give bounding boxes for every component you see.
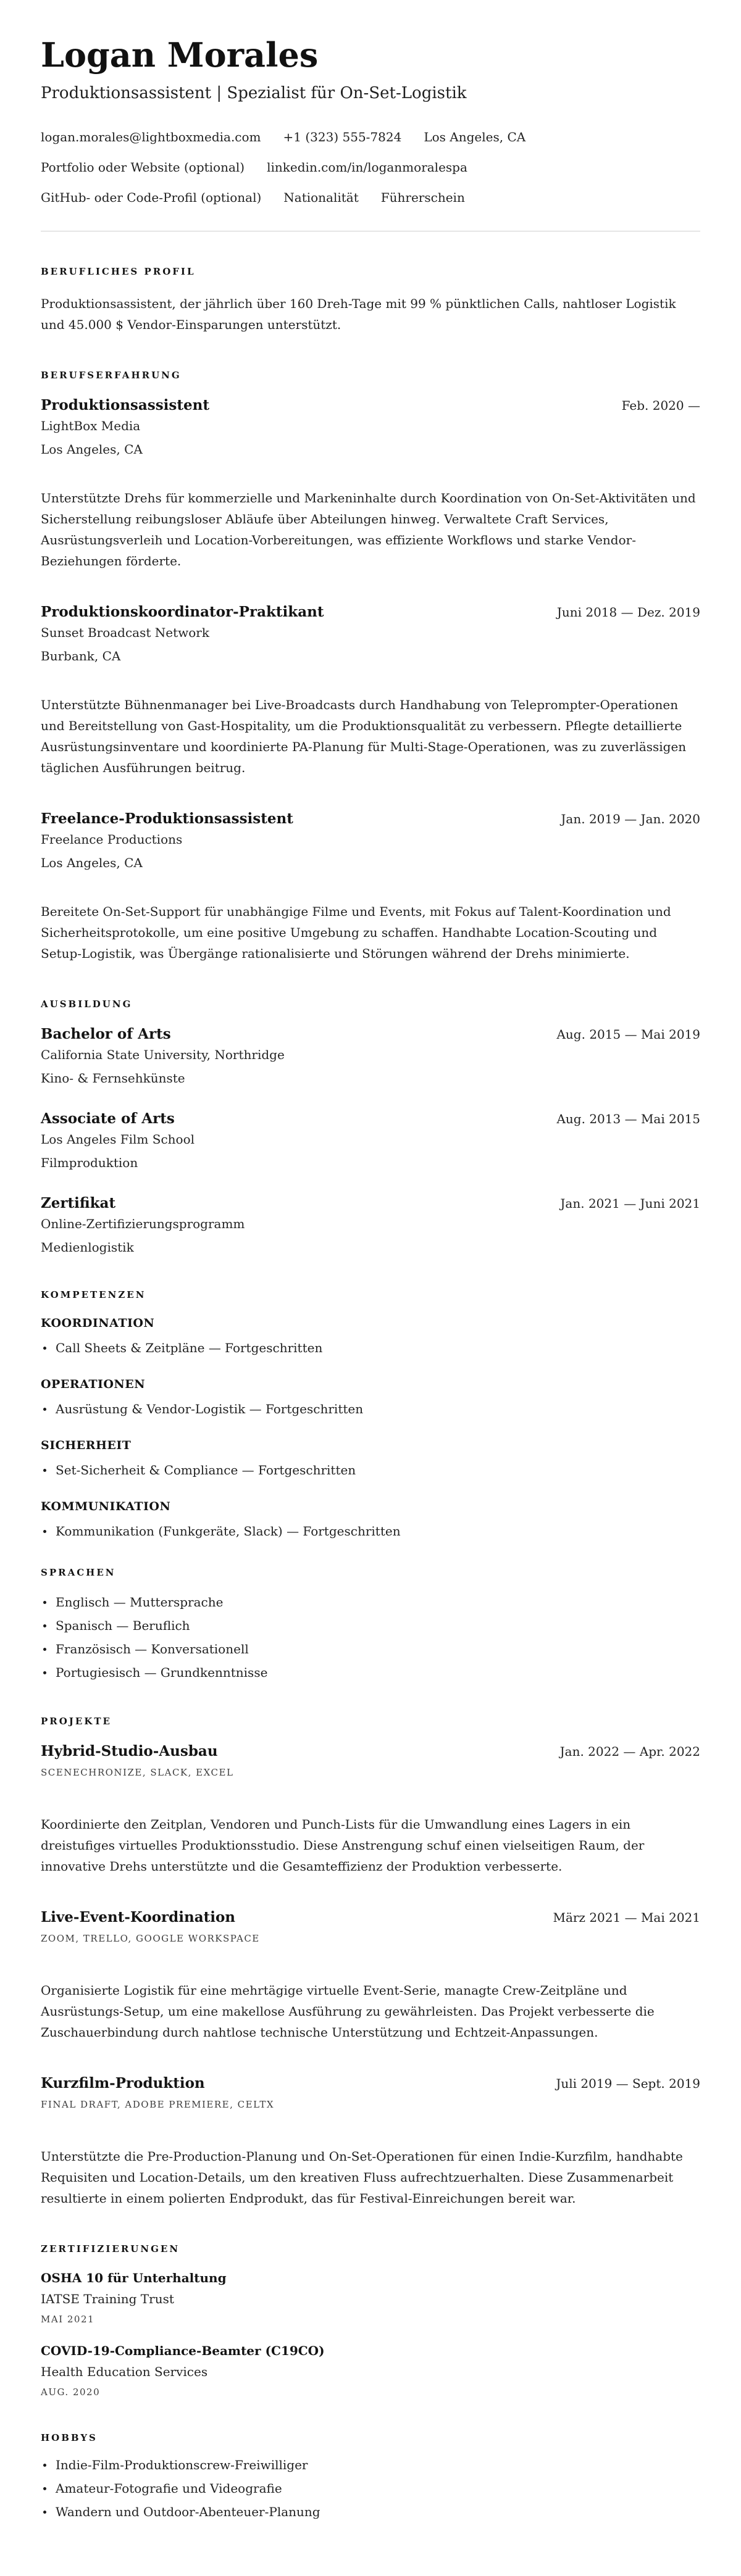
bullet-icon bbox=[43, 2464, 46, 2467]
phone-text: +1 (323) 555-7824 bbox=[283, 130, 402, 145]
project-title: Live-Event-Koordination bbox=[41, 1909, 236, 1926]
job-entry bbox=[41, 604, 700, 778]
bullet-icon bbox=[43, 2511, 46, 2514]
job-dates: Juni 2018 — Dez. 2019 bbox=[556, 605, 700, 620]
bullet-icon bbox=[43, 1601, 46, 1604]
portfolio-placeholder-text: Portfolio oder Website (optional) bbox=[41, 160, 245, 175]
experience-heading: BERUFSERFAHRUNG bbox=[41, 370, 182, 381]
skill-category bbox=[41, 1377, 700, 1418]
skill-category bbox=[41, 1439, 700, 1479]
job-description: Unterstützte Drehs für kommerzielle und Markeninhalte durch Koordination von On-Set-Aktivitäten und Sicherstellung reibungsloser Abläufe über Abteilungen hinweg. Verwaltete Craft Services, Ausrüstungsverleih und Location-Vorbereitungen, was effiziente Workflows und starke Vendor-Beziehungen förderte. bbox=[41, 491, 696, 569]
candidate-headline: Produktionsassistent | Spezialist für On-Set-Logistik bbox=[41, 84, 467, 103]
languages-heading: SPRACHEN bbox=[41, 1567, 116, 1579]
project-dates: Juli 2019 — Sept. 2019 bbox=[556, 2076, 700, 2092]
school-name: California State University, Northridge bbox=[41, 1047, 285, 1063]
contact-row-2 bbox=[41, 159, 700, 176]
hobby-item: Wandern und Outdoor-Abenteuer-Planung bbox=[41, 2504, 700, 2520]
project-dates: Jan. 2022 — Apr. 2022 bbox=[559, 1744, 700, 1760]
language-item: Portugiesisch — Grundkenntnisse bbox=[41, 1664, 700, 1681]
section-projects bbox=[41, 1716, 700, 2209]
job-description: Bereitete On-Set-Support für unabhängige Filme und Events, mit Fokus auf Talent-Koordination und Sicherheitsprotokolle, um eine positive Umgebung zu schaffen. Handhabte Location-Scouting und Setup-Logistik, was Übergänge rationalisierte und Störungen während der Drehs minimierte. bbox=[41, 904, 671, 962]
project-dates: März 2021 — Mai 2021 bbox=[553, 1910, 700, 1926]
certification-entry bbox=[41, 2271, 700, 2325]
certification-title: COVID-19-Compliance-Beamter (C19CO) bbox=[41, 2343, 325, 2359]
hobby-item: Indie-Film-Produktionscrew-Freiwilliger bbox=[41, 2457, 700, 2474]
education-entry bbox=[41, 1195, 700, 1255]
bullet-icon bbox=[43, 1624, 46, 1627]
certification-issuer: Health Education Services bbox=[41, 2364, 208, 2380]
hobby-item: Amateur-Fotografie und Videografie bbox=[41, 2480, 700, 2497]
job-location: Los Angeles, CA bbox=[41, 855, 143, 871]
project-entry bbox=[41, 1743, 700, 1877]
education-dates: Aug. 2015 — Mai 2019 bbox=[556, 1027, 700, 1042]
nationality-label: Nationalität bbox=[283, 190, 359, 206]
field-of-study: Medienlogistik bbox=[41, 1240, 134, 1255]
section-hobbies bbox=[41, 2432, 700, 2520]
project-description: Koordinierte den Zeitplan, Vendoren und Punch-Lists für die Umwandlung eines Lagers in ein dreistufiges virtuelles Produktionsstudio. Diese Anstrengung schuf einen vielseitigen Raum, der innovative Drehs unterstützte und die Gesamteffizienz der Produktion verbesserte. bbox=[41, 1817, 645, 1874]
job-company: Sunset Broadcast Network bbox=[41, 625, 209, 641]
section-experience bbox=[41, 370, 700, 964]
education-heading: AUSBILDUNG bbox=[41, 999, 133, 1010]
degree-title: Zertifikat bbox=[41, 1195, 116, 1212]
section-profile bbox=[41, 266, 700, 335]
linkedin-text: linkedin.com/in/loganmoralespa bbox=[267, 160, 467, 175]
education-dates: Jan. 2021 — Juni 2021 bbox=[560, 1196, 700, 1211]
skills-heading: KOMPETENZEN bbox=[41, 1289, 146, 1301]
bullet-icon bbox=[43, 1671, 46, 1674]
language-item: Englisch — Muttersprache bbox=[41, 1594, 700, 1611]
skill-category bbox=[41, 1316, 700, 1357]
profile-heading: BERUFLICHES PROFIL bbox=[41, 266, 196, 278]
skill-category-title: KOORDINATION bbox=[41, 1316, 155, 1331]
job-entry bbox=[41, 810, 700, 964]
job-title: Produktionskoordinator-Praktikant bbox=[41, 604, 324, 621]
project-entry bbox=[41, 2075, 700, 2209]
degree-title: Bachelor of Arts bbox=[41, 1026, 171, 1043]
job-entry bbox=[41, 397, 700, 571]
language-item: Spanisch — Beruflich bbox=[41, 1618, 700, 1634]
skill-item: Kommunikation (Funkgeräte, Slack) — Fortgeschritten bbox=[41, 1523, 700, 1540]
contact-row-3 bbox=[41, 189, 700, 206]
education-entry bbox=[41, 1110, 700, 1170]
job-location: Burbank, CA bbox=[41, 649, 121, 664]
project-tools: ZOOM, TRELLO, GOOGLE WORKSPACE bbox=[41, 1933, 260, 1945]
field-of-study: Kino- & Fernsehkünste bbox=[41, 1071, 185, 1086]
certification-date: MAI 2021 bbox=[41, 2314, 95, 2325]
certification-title: OSHA 10 für Unterhaltung bbox=[41, 2271, 227, 2286]
drivers-license-label: Führerschein bbox=[380, 190, 465, 206]
education-dates: Aug. 2013 — Mai 2015 bbox=[556, 1111, 700, 1127]
job-description: Unterstützte Bühnenmanager bei Live-Broadcasts durch Handhabung von Teleprompter-Operationen und Bereitstellung von Gast-Hospitality, um die Produktionsqualität zu verbessern. Pflegte detaillierte Ausrüstungsinventare und koordinierte PA-Planung für Multi-Stage-Operationen, was zu zuverlässigen täglichen Ausführungen beitrug. bbox=[41, 697, 687, 776]
job-company: Freelance Productions bbox=[41, 832, 183, 847]
language-item: Französisch — Konversationell bbox=[41, 1641, 700, 1658]
job-company: LightBox Media bbox=[41, 418, 141, 434]
job-title: Freelance-Produktionsassistent bbox=[41, 810, 293, 828]
job-dates: Feb. 2020 — bbox=[621, 398, 700, 413]
bullet-icon bbox=[43, 1469, 46, 1472]
certification-date: AUG. 2020 bbox=[41, 2387, 101, 2398]
github-placeholder-text: GitHub- oder Code-Profil (optional) bbox=[41, 190, 262, 206]
project-description: Unterstützte die Pre-Production-Planung und On-Set-Operationen für einen Indie-Kurzfilm, handhabte Requisiten und Location-Details, um den kreativen Fluss aufrechtzuerhalten. Diese Zusammenarbeit resultierte in einem polierten Endprodukt, das für Festival-Einreichungen bereit war. bbox=[41, 2149, 683, 2206]
skill-item: Ausrüstung & Vendor-Logistik — Fortgeschritten bbox=[41, 1401, 700, 1418]
bullet-icon bbox=[43, 1408, 46, 1411]
skill-category-title: SICHERHEIT bbox=[41, 1439, 132, 1453]
project-title: Hybrid-Studio-Ausbau bbox=[41, 1743, 218, 1760]
section-education bbox=[41, 999, 700, 1255]
degree-title: Associate of Arts bbox=[41, 1110, 175, 1128]
resume-header bbox=[41, 37, 700, 231]
certifications-heading: ZERTIFIZIERUNGEN bbox=[41, 2243, 180, 2255]
project-entry bbox=[41, 1909, 700, 2043]
bullet-icon bbox=[43, 1648, 46, 1651]
skill-category-title: OPERATIONEN bbox=[41, 1377, 146, 1392]
certification-issuer: IATSE Training Trust bbox=[41, 2291, 174, 2307]
bullet-icon bbox=[43, 1347, 46, 1350]
school-name: Online-Zertifizierungsprogramm bbox=[41, 1216, 245, 1232]
skill-category-title: KOMMUNIKATION bbox=[41, 1500, 171, 1514]
project-tools: SCENECHRONIZE, SLACK, EXCEL bbox=[41, 1767, 234, 1779]
skill-item: Set-Sicherheit & Compliance — Fortgeschritten bbox=[41, 1462, 700, 1479]
section-languages bbox=[41, 1567, 700, 1681]
bullet-icon bbox=[43, 2487, 46, 2490]
field-of-study: Filmproduktion bbox=[41, 1155, 138, 1171]
project-description: Organisierte Logistik für eine mehrtägige virtuelle Event-Serie, managte Crew-Zeitpläne und Ausrüstungs-Setup, um eine makellose Ausführung zu gewährleisten. Das Projekt verbesserte die Zuschauerbindung durch nahtlose technische Unterstützung und Echtzeit-Anpassungen. bbox=[41, 1983, 655, 2040]
section-skills bbox=[41, 1289, 700, 1540]
skill-category bbox=[41, 1500, 700, 1540]
contact-row-1 bbox=[41, 129, 700, 146]
email-text: logan.morales@lightboxmedia.com bbox=[41, 130, 261, 145]
school-name: Los Angeles Film School bbox=[41, 1132, 195, 1147]
job-title: Produktionsassistent bbox=[41, 397, 209, 414]
project-tools: FINAL DRAFT, ADOBE PREMIERE, CELTX bbox=[41, 2099, 275, 2111]
project-title: Kurzfilm-Produktion bbox=[41, 2075, 205, 2092]
education-entry bbox=[41, 1026, 700, 1086]
candidate-name: Logan Morales bbox=[41, 35, 319, 75]
section-certifications bbox=[41, 2243, 700, 2398]
projects-heading: PROJEKTE bbox=[41, 1716, 112, 1727]
skill-item: Call Sheets & Zeitpläne — Fortgeschritten bbox=[41, 1340, 700, 1357]
certification-entry bbox=[41, 2343, 700, 2398]
job-location: Los Angeles, CA bbox=[41, 442, 143, 457]
bullet-icon bbox=[43, 1530, 46, 1533]
location-text: Los Angeles, CA bbox=[424, 130, 526, 145]
profile-summary: Produktionsassistent, der jährlich über 160 Dreh-Tage mit 99 % pünktlichen Calls, nahtloser Logistik und 45.000 $ Vendor-Einsparungen unterstützt. bbox=[41, 296, 676, 333]
hobbies-heading: HOBBYS bbox=[41, 2432, 98, 2444]
job-dates: Jan. 2019 — Jan. 2020 bbox=[561, 812, 700, 827]
